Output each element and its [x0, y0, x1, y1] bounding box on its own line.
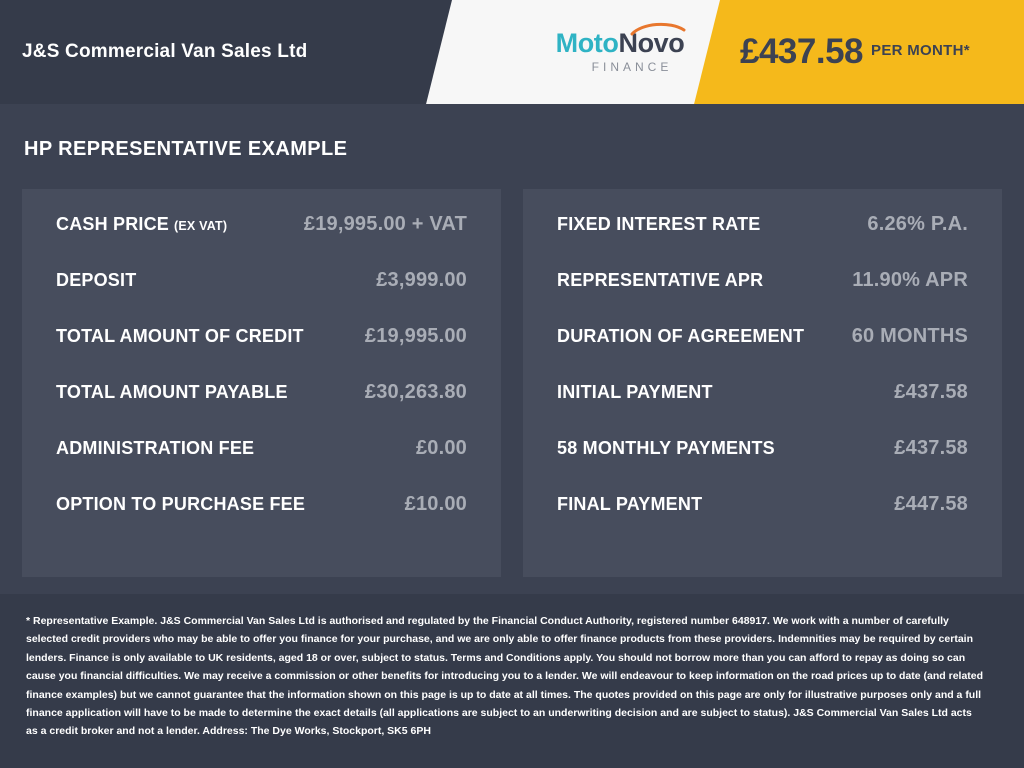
- page-header: [0, 0, 1024, 104]
- detail-row-value: 60 MONTHS: [851, 325, 968, 347]
- detail-row: [557, 381, 968, 437]
- finance-details-panels: [22, 189, 1002, 577]
- detail-row-label: REPRESENTATIVE APR: [557, 270, 764, 290]
- detail-row: [56, 325, 467, 381]
- detail-row: [557, 325, 968, 381]
- detail-row-sublabel: (EX VAT): [174, 219, 228, 233]
- detail-row-label: CASH PRICE (EX VAT): [56, 214, 228, 234]
- detail-row-label: INITIAL PAYMENT: [557, 382, 713, 402]
- logo-subtext: FINANCE: [591, 60, 673, 74]
- detail-row: [56, 493, 467, 549]
- detail-row-value: 6.26% P.A.: [867, 213, 968, 235]
- logo-wordmark: [556, 30, 685, 57]
- price-amount: £437.58: [740, 32, 864, 71]
- detail-row-value: £19,995.00 + VAT: [303, 213, 467, 235]
- detail-row-value: £19,995.00: [364, 325, 467, 347]
- detail-row-value: £3,999.00: [376, 269, 467, 291]
- logo-novo-text: Novo: [618, 28, 685, 58]
- detail-row-label: ADMINISTRATION FEE: [56, 438, 255, 458]
- detail-row-label: DURATION OF AGREEMENT: [557, 326, 805, 346]
- detail-row: [557, 437, 968, 493]
- detail-row-value: £447.58: [894, 493, 968, 515]
- left-details-panel: [22, 189, 501, 577]
- detail-row: [56, 437, 467, 493]
- disclaimer-text: * Representative Example. J&S Commercial Van Sales Ltd is authorised and regulated by the Financial Conduct Authority, registered number 648917. We work with a number of carefully selected credit providers who may be able to offer you finance for your purchase, and we are only able to offer finance products from these providers. Indemnities may be required by certain lenders. Finance is only available to UK residents, aged 18 or over, subject to status. Terms and Conditions apply. You should not borrow more than you can afford to repay as doing so can cause you financial difficulties. We may receive a commission or other benefits for introducing you to a lender. We will endeavour to keep information on the road prices up to date (and related finance examples) but we cannot guarantee that the information shown on this page is up to date at all times. The quotes provided on this page are only for illustrative purposes only and a full finance application will have to be made to determine the exact details (all applications are subject to an underwriting decision and are subject to status). J&S Commercial Van Sales Ltd acts as a credit broker and not a lender. Address: The Dye Works, Stockport, SK5 6PH: [26, 615, 984, 738]
- dealer-name: J&S Commercial Van Sales Ltd: [22, 41, 308, 62]
- detail-row-label: TOTAL AMOUNT OF CREDIT: [56, 326, 304, 346]
- detail-row: [557, 493, 968, 549]
- detail-row-label: FIXED INTEREST RATE: [557, 214, 761, 234]
- detail-row-label: TOTAL AMOUNT PAYABLE: [56, 382, 288, 402]
- detail-row-value: £10.00: [404, 493, 467, 515]
- car-swoosh-icon: [630, 21, 686, 37]
- footer-disclaimer-area: [0, 594, 1024, 768]
- monthly-price-block: [740, 0, 970, 104]
- price-period-label: PER MONTH*: [871, 41, 970, 59]
- detail-row: [56, 381, 467, 437]
- logo-moto-text: Moto: [555, 28, 619, 58]
- detail-row: [56, 269, 467, 325]
- detail-row-value: 11.90% APR: [852, 269, 968, 291]
- detail-row-label: FINAL PAYMENT: [557, 494, 703, 514]
- detail-row-value: £437.58: [894, 381, 968, 403]
- detail-row: [56, 213, 467, 269]
- right-details-panel: [523, 189, 1002, 577]
- motonovo-finance-logo: [530, 0, 710, 104]
- detail-row-label: OPTION TO PURCHASE FEE: [56, 494, 306, 514]
- page-title: HP REPRESENTATIVE EXAMPLE: [24, 138, 348, 160]
- detail-row-label: 58 MONTHLY PAYMENTS: [557, 438, 775, 458]
- detail-row: [557, 213, 968, 269]
- detail-row: [557, 269, 968, 325]
- detail-row-value: £30,263.80: [364, 381, 467, 403]
- detail-row-value: £0.00: [415, 437, 467, 459]
- detail-row-label: DEPOSIT: [56, 270, 137, 290]
- detail-row-value: £437.58: [894, 437, 968, 459]
